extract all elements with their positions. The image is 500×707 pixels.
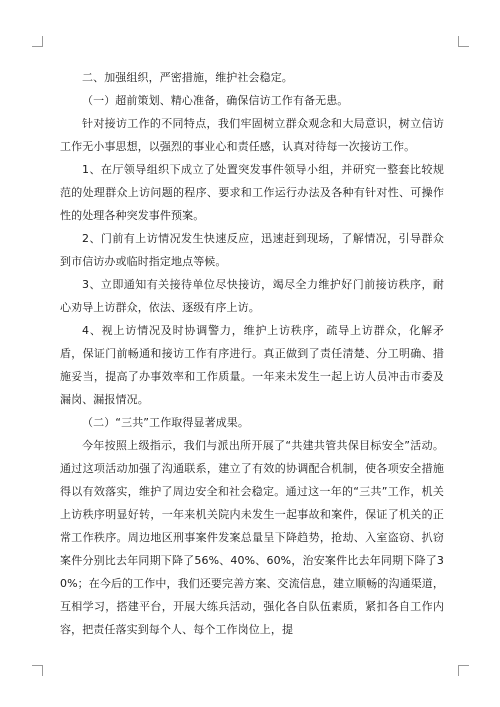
crop-mark-bottom-right <box>458 665 469 676</box>
crop-mark-top-right <box>458 36 469 47</box>
body-paragraph: 今年按照上级指示，我们与派出所开展了“共建共管共保目标安全”活动。通过这项活动加强了沟通联系，建立了有效的协调配合机制，使各项安全措施得以有效落实，维护了周边安全和社会稳定。通过这一年的“三共”工作，机关上访秩序明显好转，一年来机关院内未发生一起事故和案件，保证了机关的正常工作秩序。周边地区刑事案件发案总量呈下降趋势，抢劫、入室盗窃、扒窃案件分别比去年同期下降了56%、40%、60%，治安案件比去年同期下降了30%；在今后的工作中，我们还要完善方案、交流信息，建立顺畅的沟通渠道，互相学习，搭建平台，开展大练兵活动，强化各自队伍素质，紧扣各自工作内容，把责任落实到每个人、每个工作岗位上，提 <box>60 439 444 636</box>
crop-mark-top-left <box>32 36 43 47</box>
body-paragraph: 针对接访工作的不同特点，我们牢固树立群众观念和大局意识，树立信访工作无小事思想，以强烈的事业心和责任感，认真对待每一次接访工作。 <box>60 117 444 153</box>
list-item-paragraph: 1、在厅领导组织下成立了处置突发事件领导小组，并研究一整套比较规范的处理群众上访问题的程序、要求和工作运行办法及各种有针对性、可操作性的处理各种突发事件预案。 <box>60 163 444 222</box>
list-item-paragraph: 4、视上访情况及时协调警力，维护上访秩序，疏导上访群众，化解矛盾，保证门前畅通和接访工作有序进行。真正做到了责任清楚、分工明确、措施妥当，提高了办事效率和工作质量。一年来未发生一起上访人员冲击市委及漏岗、漏报情况。 <box>60 324 444 406</box>
crop-mark-bottom-left <box>32 665 43 676</box>
subsection-heading: （一）超前策划、精心准备，确保信访工作有备无患。 <box>82 94 349 107</box>
subsection-heading: （二）“三共”工作取得显著成果。 <box>82 416 249 429</box>
list-item-paragraph: 3、立即通知有关接待单位尽快接访，竭尽全力维护好门前接访秩序，耐心劝导上访群众，依法、逐级有序上访。 <box>60 278 444 314</box>
section-heading: 二、加强组织，严密措施，维护社会稳定。 <box>82 71 293 84</box>
document-body <box>60 66 444 641</box>
list-item-paragraph: 2、门前有上访情况发生快速反应，迅速赶到现场，了解情况，引导群众到市信访办或临时指定地点等候。 <box>60 232 444 268</box>
